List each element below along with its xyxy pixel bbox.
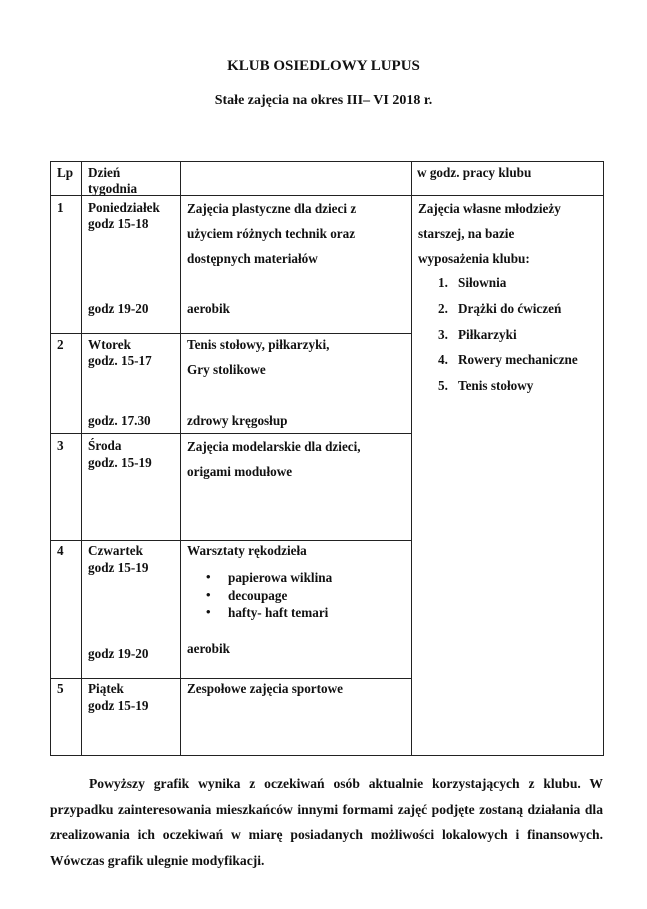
row2-lp: 2	[57, 337, 64, 352]
list-text: Siłownia	[458, 275, 507, 290]
closing-paragraph	[50, 771, 603, 873]
row5-day: Piątek	[88, 681, 124, 696]
row2-activity-line1: Tenis stołowy, piłkarzyki,	[187, 337, 330, 352]
header-club-hours: w godz. pracy klubu	[417, 165, 532, 180]
list-text: Piłkarzyki	[458, 326, 517, 342]
row3-day: Środa	[88, 438, 122, 453]
row5-lp: 5	[57, 681, 64, 696]
list-number: 2.	[438, 300, 448, 316]
row5-time1: godz 15-19	[88, 698, 149, 713]
list-number: 3.	[438, 326, 448, 342]
row3-lp: 3	[57, 438, 64, 453]
row1-activity-line1: Zajęcia plastyczne dla dzieci z	[187, 201, 357, 216]
list-number: 5.	[438, 378, 448, 394]
row2-time2: godz. 17.30	[88, 413, 151, 428]
row2-day: Wtorek	[88, 337, 131, 352]
list-text: Tenis stołowy	[458, 378, 534, 394]
column-divider-activities	[411, 161, 412, 756]
bullet-icon: •	[206, 569, 211, 584]
table-border-right	[603, 161, 604, 756]
header-day-line1: Dzień	[88, 165, 121, 180]
row1-activity2: aerobik	[187, 301, 230, 316]
bullet-text: decoupage	[228, 587, 288, 603]
row1-lp: 1	[57, 200, 64, 215]
row-divider-1	[50, 333, 411, 334]
row4-time1: godz 15-19	[88, 560, 149, 575]
row1-activity-line2: użyciem różnych technik oraz	[187, 226, 356, 241]
header-lp: Lp	[57, 165, 74, 180]
row4-time2: godz 19-20	[88, 646, 149, 661]
row4-activity2: aerobik	[187, 641, 230, 656]
row5-activity-line1: Zespołowe zajęcia sportowe	[187, 681, 344, 696]
row4-lp: 4	[57, 543, 64, 558]
list-number: 1.	[438, 275, 448, 290]
row2-time1: godz. 15-17	[88, 353, 152, 368]
row2-activity-line2: Gry stolikowe	[187, 362, 266, 377]
paragraph-text: Powyższy grafik wynika z oczekiwań osób aktualnie korzystających z klubu. W przypadku zainteresowania mieszkańców innymi formami zajęć podjęte zostaną działania dla zrealizowania ich oczekiwań w miarę posiadanych możliwości lokalowych i finansowych. Wówczas grafik ulegnie modyfikacji.	[50, 776, 603, 868]
row-divider-4	[50, 678, 411, 679]
row1-time2: godz 19-20	[88, 301, 149, 316]
row-divider-3	[50, 540, 411, 541]
bullet-icon: •	[206, 604, 211, 620]
document-title: KLUB OSIEDLOWY LUPUS	[227, 58, 420, 74]
row3-time1: godz. 15-19	[88, 455, 152, 470]
table-border-left	[50, 161, 51, 756]
table-border-bottom	[50, 755, 604, 756]
row3-activity-line2: origami modułowe	[187, 464, 293, 479]
column-divider-day	[180, 161, 181, 756]
club-intro-line3: wyposażenia klubu:	[418, 251, 530, 266]
row4-activity-line1: Warsztaty rękodzieła	[187, 543, 307, 558]
document-subtitle: Stałe zajęcia na okres III– VI 2018 r.	[214, 93, 433, 108]
club-intro-line2: starszej, na bazie	[418, 226, 515, 241]
table-border-top	[50, 161, 604, 162]
row3-activity-line1: Zajęcia modelarskie dla dzieci,	[187, 439, 361, 454]
bullet-text: hafty- haft temari	[228, 605, 329, 621]
bullet-text: papierowa wiklina	[228, 570, 333, 585]
bullet-icon: •	[206, 586, 211, 602]
row2-activity2: zdrowy kręgosłup	[187, 413, 288, 428]
row1-time1: godz 15-18	[88, 216, 149, 231]
list-text: Rowery mechaniczne	[458, 352, 578, 368]
club-intro-line1: Zajęcia własne młodzieży	[418, 201, 561, 216]
list-number: 4.	[438, 352, 448, 368]
list-text: Drążki do ćwiczeń	[458, 300, 562, 316]
row4-day: Czwartek	[88, 543, 143, 558]
row1-activity-line3: dostępnych materiałów	[187, 251, 318, 266]
row-divider-2	[50, 433, 411, 434]
column-divider-lp	[81, 161, 82, 756]
header-day-line2: tygodnia	[88, 181, 138, 196]
row1-day: Poniedziałek	[88, 200, 160, 215]
